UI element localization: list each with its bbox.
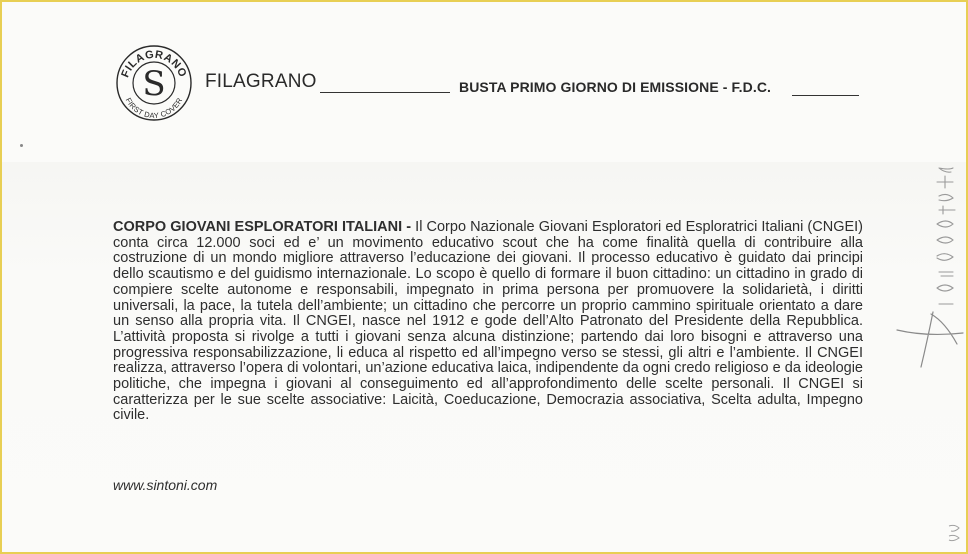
description-text: Il Corpo Nazionale Giovani Esploratori ed Esploratrici Italiani (CNGEI) conta circa 12.000 soci ed e’ un movimento educativo scout che ha come finalità quella di contribuire alla costruzione di un mondo migliore attraverso l’educazione dei giovani. Il processo educativo è guidato dai principi dello scautismo e del guidismo internazionale. Lo scopo è quello di formare il buon cittadino: un cittadino in grado di compiere scelte autonome e responsabili, impegnato in prima persona per promuovere la solidarietà, i diritti universali, la pace, la tutela dell’ambiente; un cittadino che percorre un proprio cammino spirituale orientato a dare un senso alla propria vita. Il CNGEI, nasce nel 1912 e gode dell’Alto Patronato del Presidente della Repubblica. L’attività proposta si rivolge a tutti i giovani senza alcuna distinzione; partendo dai loro bisogni e attraverso una progressiva responsabilizzazione, li educa al rispetto ed all’impegno verso se stessi, gli altri e l’ambiente. Il CNGEI realizza, attraverso l’opera di volontari, un’azione educativa laica, indipendente da ogni credo religioso e da ideologie politiche, che impegna i giovani al conseguimento ed all’approfondimento delle scelte personali. Il CNGEI si caratterizza per le sue scelte associative: Laicità, Coeducazione, Democrazia associativa, Scelta adulta, Impegno civile. xyxy=(113,219,863,424)
description-lead: CORPO GIOVANI ESPLORATORI ITALIANI - xyxy=(113,219,412,235)
header-title: BUSTA PRIMO GIORNO DI EMISSIONE - F.D.C. xyxy=(459,79,772,95)
brand-underline xyxy=(320,92,450,93)
paper-speck xyxy=(20,144,23,147)
brand-name: FILAGRANO xyxy=(205,71,317,92)
handwritten-pencil-marks xyxy=(887,162,967,392)
seal-top-text: FILAGRANO xyxy=(119,48,189,80)
website-link[interactable]: www.sintoni.com xyxy=(113,477,218,493)
description-paragraph xyxy=(113,220,863,424)
header-underline xyxy=(792,95,859,96)
filagrano-seal-logo xyxy=(115,44,193,122)
corner-pencil-note xyxy=(945,522,965,550)
seal-bottom-text: FIRST DAY COVER xyxy=(123,96,185,121)
seal-center-letter: S xyxy=(142,64,166,104)
